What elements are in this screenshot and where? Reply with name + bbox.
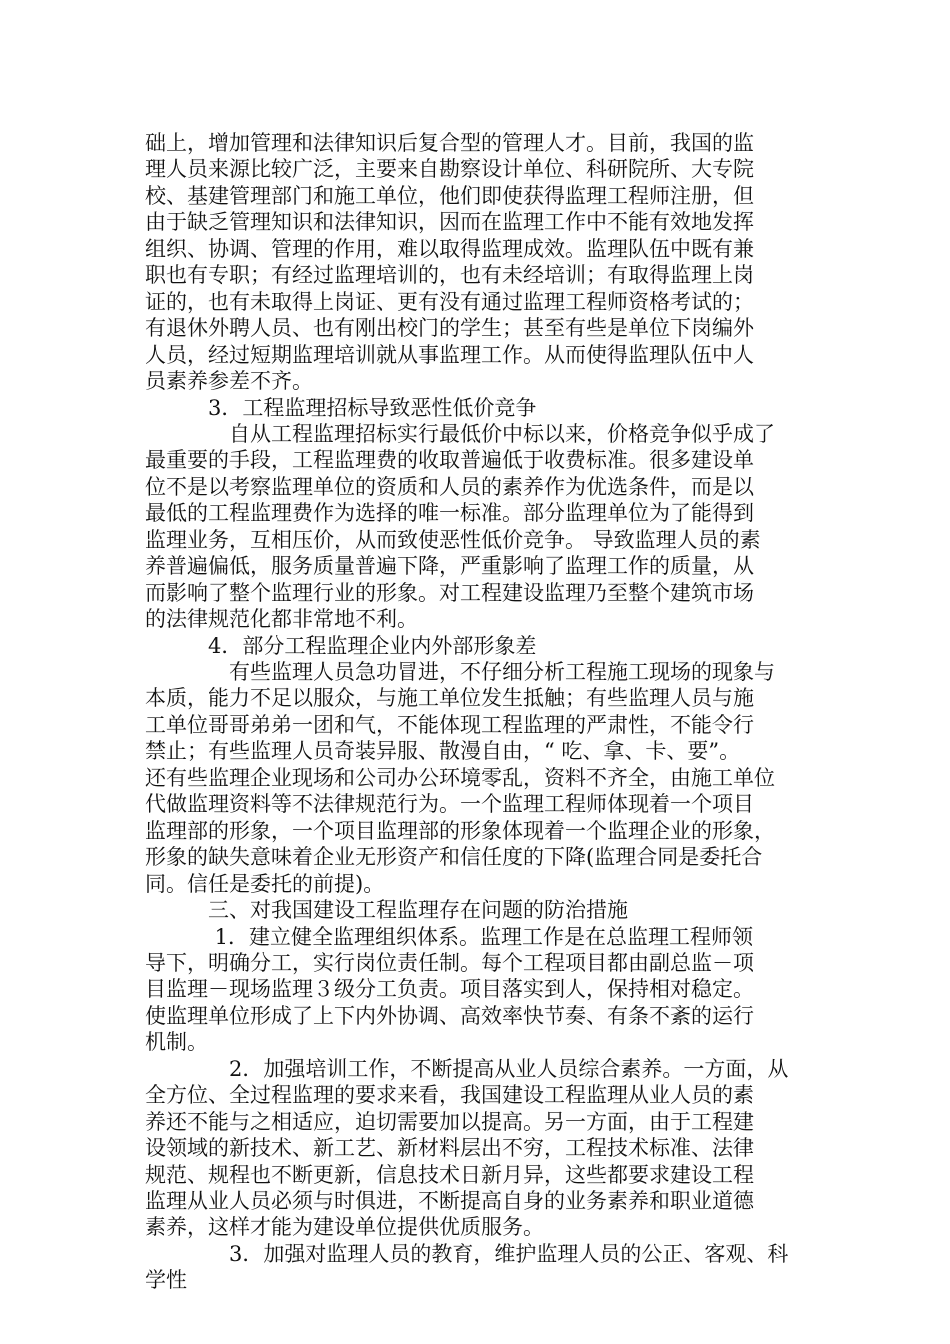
text-line: 理人员来源比较广泛，主要来自勘察设计单位、科研院所、大专院 <box>145 157 754 182</box>
text-line: 1．建立健全监理组织体系。监理工作是在总监理工程师领 <box>145 924 754 949</box>
text-line: 养还不能与之相适应，迫切需要加以提高。另一方面，由于工程建 <box>145 1109 754 1134</box>
text-line: 3．加强对监理人员的教育，维护监理人员的公正、客观、科 <box>145 1241 789 1266</box>
text-line: 监理部的形象，一个项目监理部的形象体现着一个监理企业的形象， <box>145 818 775 843</box>
text-line: 自从工程监理招标实行最低价中标以来，价格竞争似乎成了 <box>145 421 775 446</box>
text-line: 养普遍偏低，服务质量普遍下降，严重影响了监理工作的质量，从 <box>145 554 754 579</box>
text-line: 证的，也有未取得上岗证、更有没有通过监理工程师资格考试的； <box>145 289 754 314</box>
text-line: 而影响了整个监理行业的形象。对工程建设监理乃至整个建筑市场 <box>145 580 754 605</box>
text-line: 3．工程监理招标导致恶性低价竞争 <box>145 395 537 420</box>
text-line: 素养，这样才能为建设单位提供优质服务。 <box>145 1215 544 1240</box>
text-line: 位不是以考察监理单位的资质和人员的素养作为优选条件，而是以 <box>145 474 754 499</box>
text-line: 本质，能力不足以服众，与施工单位发生抵触；有些监理人员与施 <box>145 686 754 711</box>
text-line: 组织、协调、管理的作用，难以取得监理成效。监理队伍中既有兼 <box>145 236 754 261</box>
text-line: 机制。 <box>145 1030 208 1055</box>
text-line: 设领域的新技术、新工艺、新材料层出不穷，工程技术标准、法律 <box>145 1136 754 1161</box>
text-line: 同。信任是委托的前提)。 <box>145 871 385 896</box>
text-line: 最重要的手段，工程监理费的收取普遍低于收费标准。很多建设单 <box>145 448 754 473</box>
text-line: 由于缺乏管理知识和法律知识，因而在监理工作中不能有效地发挥 <box>145 210 754 235</box>
text-line: 最低的工程监理费作为选择的唯一标准。部分监理单位为了能得到 <box>145 501 754 526</box>
text-line: 员素养参差不齐。 <box>145 369 313 394</box>
text-line: 使监理单位形成了上下内外协调、高效率快节奏、有条不紊的运行 <box>145 1003 754 1028</box>
text-line: 导下，明确分工，实行岗位责任制。每个工程项目都由副总监－项 <box>145 950 754 975</box>
text-line: 监理业务，互相压价，从而致使恶性低价竞争。 导致监理人员的素 <box>145 527 761 552</box>
text-line: 全方位、全过程监理的要求来看，我国建设工程监理从业人员的素 <box>145 1083 754 1108</box>
text-line: 职也有专职；有经过监理培训的，也有未经培训；有取得监理上岗 <box>145 263 754 288</box>
text-line: 4．部分工程监理企业内外部形象差 <box>145 633 537 658</box>
text-line: 人员，经过短期监理培训就从事监理工作。从而使得监理队伍中人 <box>145 342 754 367</box>
text-line: 禁止；有些监理人员奇装异服、散漫自由，“ 吃、拿、卡、要”。 <box>145 739 741 764</box>
text-line: 工单位哥哥弟弟一团和气，不能体现工程监理的严肃性，不能令行 <box>145 712 754 737</box>
text-line: 规范、规程也不断更新，信息技术日新月异，这些都要求建设工程 <box>145 1162 754 1187</box>
text-line: 有些监理人员急功冒进，不仔细分析工程施工现场的现象与 <box>145 660 775 684</box>
text-line: 校、基建管理部门和施工单位，他们即使获得监理工程师注册，但 <box>145 183 754 208</box>
text-line: 形象的缺失意味着企业无形资产和信任度的下降(监理合同是委托合 <box>145 845 763 870</box>
text-line: 目监理－现场监理３级分工负责。项目落实到人，保持相对稳定。 <box>145 977 754 1002</box>
text-line: 代做监理资料等不法律规范行为。一个监理工程师体现着一个项目 <box>145 792 754 817</box>
text-line: 的法律规范化都非常地不利。 <box>145 607 418 632</box>
text-line: 础上，增加管理和法律知识后复合型的管理人才。目前，我国的监 <box>145 131 754 155</box>
text-line: 监理从业人员必须与时俱进，不断提高自身的业务素养和职业道德 <box>145 1189 754 1213</box>
text-line: 有退休外聘人员、也有刚出校门的学生；甚至有些是单位下岗编外 <box>145 316 754 341</box>
text-line: 三、对我国建设工程监理存在问题的防治措施 <box>145 898 628 923</box>
text-line: 2．加强培训工作，不断提高从业人员综合素养。一方面，从 <box>145 1056 789 1081</box>
text-line: 还有些监理企业现场和公司办公环境零乱，资料不齐全，由施工单位 <box>145 765 775 790</box>
text-line: 学性 <box>145 1268 187 1293</box>
